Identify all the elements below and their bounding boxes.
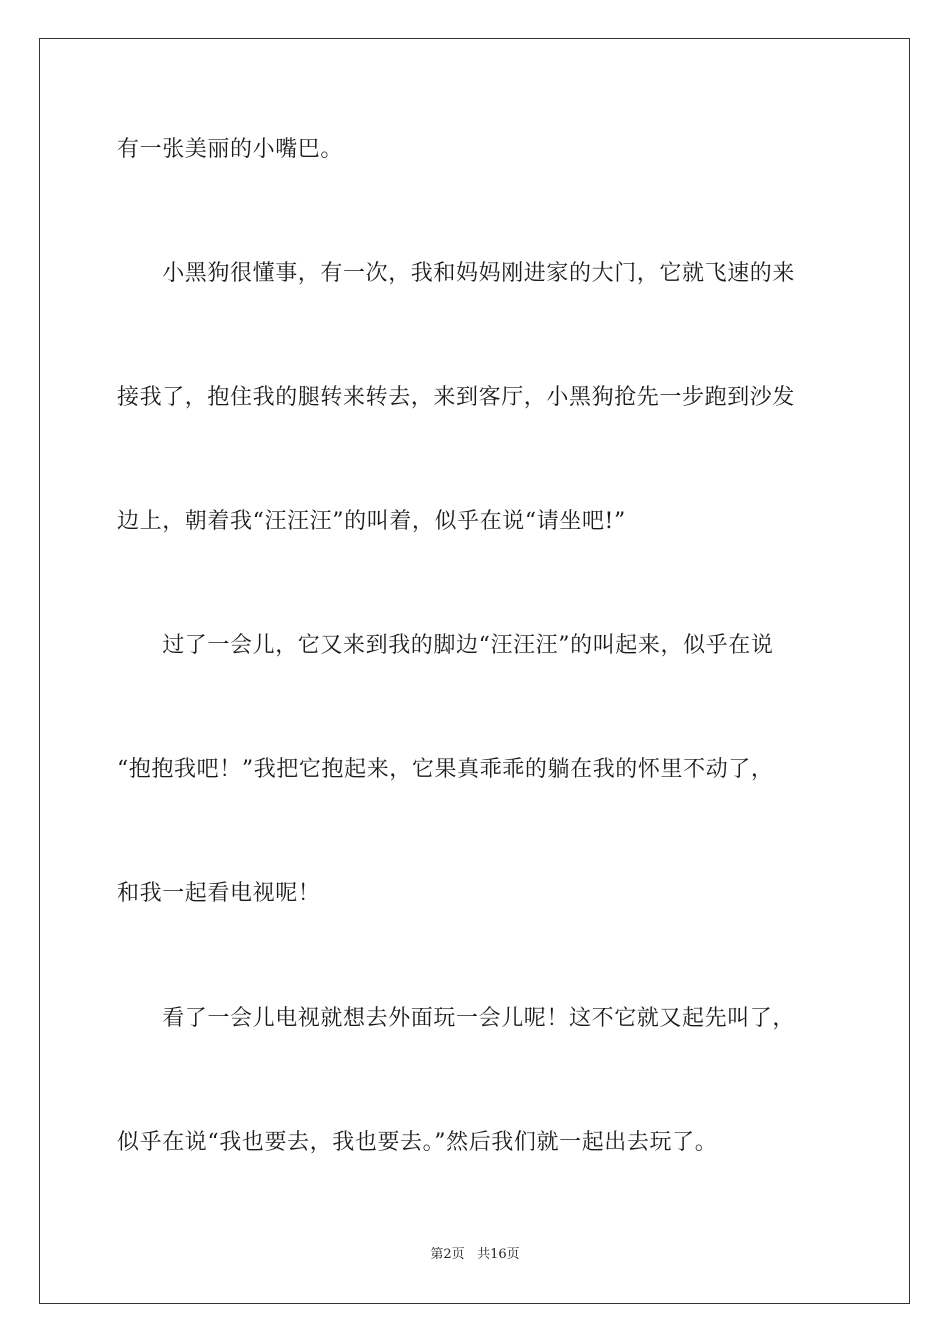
- text-line-8: 看了一会儿电视就想去外面玩一会儿呢！这不它就又起先叫了，: [117, 1006, 796, 1031]
- page-border: [39, 38, 910, 1304]
- text-line-1: 有一张美丽的小嘴巴。: [117, 137, 344, 162]
- text-line-3: 接我了，抱住我的腿转来转去，来到客厅，小黑狗抢先一步跑到沙发: [117, 385, 796, 410]
- text-line-9: 似乎在说“我也要去，我也要去。”然后我们就一起出去玩了。: [117, 1130, 718, 1155]
- text-line-5: 过了一会儿，它又来到我的脚边“汪汪汪”的叫起来，似乎在说: [117, 633, 774, 658]
- text-line-2: 小黑狗很懂事，有一次，我和妈妈刚进家的大门，它就飞速的来: [117, 261, 796, 286]
- page-number: 第2页: [430, 1247, 465, 1262]
- page-total: 共16页: [477, 1247, 520, 1262]
- page-footer: [0, 1245, 950, 1265]
- text-line-6: “抱抱我吧！”我把它抱起来，它果真乖乖的躺在我的怀里不动了，: [117, 757, 774, 782]
- text-line-4: 边上，朝着我“汪汪汪”的叫着，似乎在说“请坐吧!”: [117, 509, 626, 534]
- text-line-7: 和我一起看电视呢！: [117, 881, 321, 906]
